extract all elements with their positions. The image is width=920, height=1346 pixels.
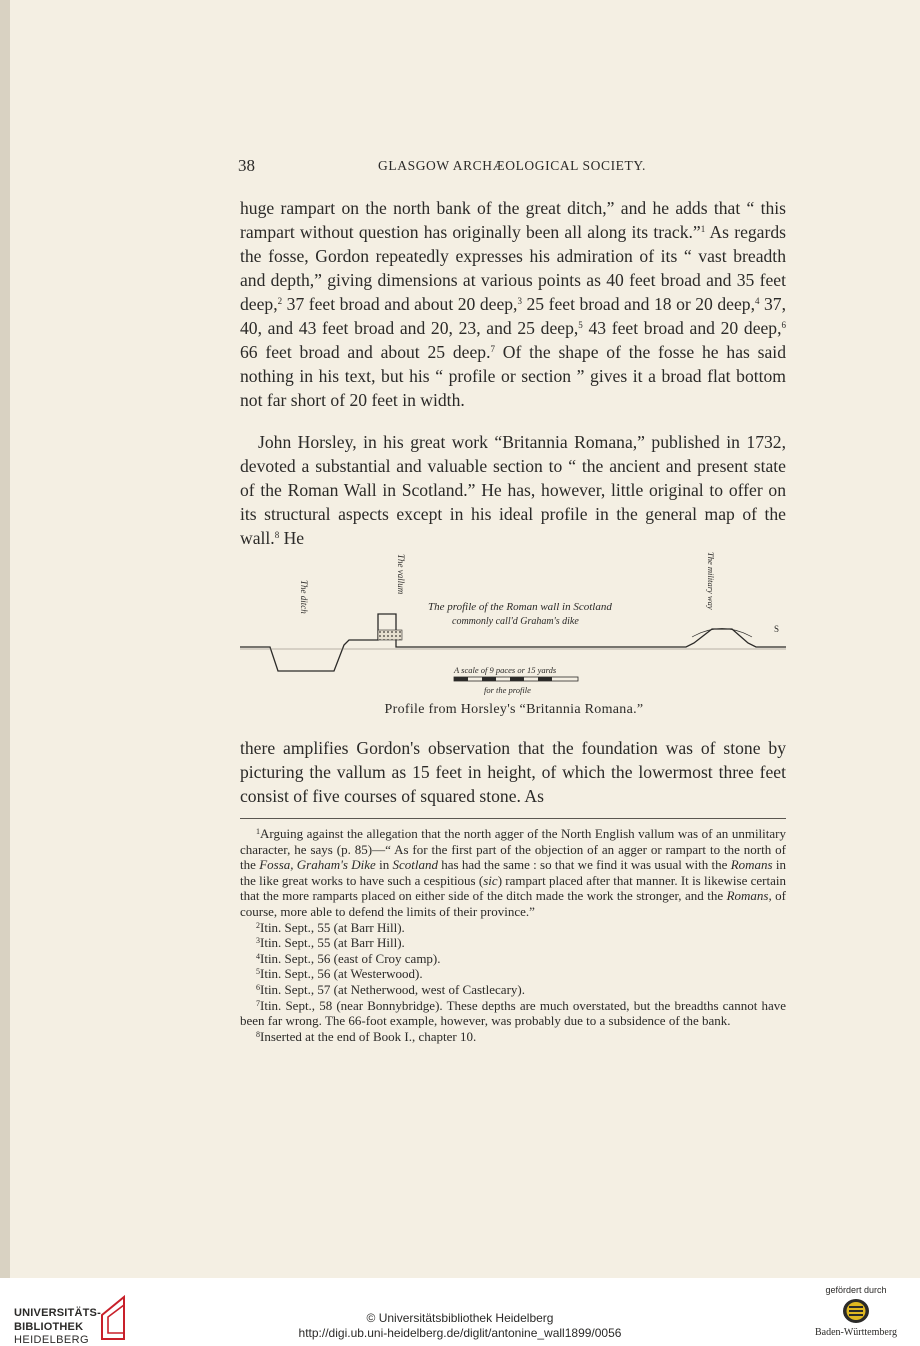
footnote-ref-2[interactable]: 2 bbox=[277, 296, 283, 306]
copyright-notice: © Universitätsbibliothek Heidelberg bbox=[366, 1311, 554, 1325]
footnote-3: $^3$Itin. Sept., 55 (at Barr Hill). bbox=[256, 935, 405, 951]
figure-caption: Profile from Horsley's “Britannia Romana.” bbox=[384, 702, 644, 717]
footnote-8: $^8$Inserted at the end of Book I., chapter 10. bbox=[256, 1028, 477, 1044]
digitization-footer bbox=[0, 1278, 920, 1346]
footnotes bbox=[240, 826, 786, 1044]
funding-label: gefördert durch bbox=[825, 1285, 887, 1295]
body-paragraph-1: huge rampart on the north bank of the great ditch,” and he adds that “ this rampart without question has originally been all along its track.”$^1$ As regards the fosse, Gordon repeatedly expresses his admiration of its “ vast breadth and depth,” giving dimensions at various points as 40 feet broad and 35 feet deep,$^2$ 37 feet broad and about 20 deep,$^3$ 25 feet broad and 18 or 20 deep,$^4$ 37, 40, and 43 feet broad and 20, 23, and 25 deep,$^5$ 43 feet broad and 20 deep,$^6$ 66 feet broad and about 25 deep.$^7$ Of the shape of the fosse he has said nothing in his text, but his “ profile or section ” gives it a broad flat bottom not far short of 20 feet in width. bbox=[240, 198, 787, 410]
profile-drawing bbox=[238, 550, 790, 700]
scale-label: A scale of 9 paces or 15 yards bbox=[454, 665, 557, 675]
footnote-ref-8[interactable]: 8 bbox=[274, 530, 280, 540]
library-name-line-2: BIBLIOTHEK bbox=[14, 1321, 84, 1333]
page-number: 38 bbox=[238, 156, 255, 175]
profile-title-line-2: commonly call'd Graham's dike bbox=[452, 616, 579, 627]
scale-bar bbox=[454, 677, 578, 681]
body-paragraph-2: John Horsley, in his great work “Britannia Romana,” published in 1732, devoted a substantial and valuable section to “ the ancient and present state of the Roman Wall in Scotland.” He has, however, little original to offer on its structural aspects except in his ideal profile in the general map of the wall.$^8$ He bbox=[240, 432, 786, 548]
library-name-line-1: UNIVERSITÄTS- bbox=[14, 1307, 101, 1319]
scan-edge bbox=[0, 0, 10, 1278]
footnote-ref-6[interactable]: 6 bbox=[781, 320, 787, 330]
label-s: S bbox=[774, 624, 780, 634]
vallum-stone-base bbox=[378, 630, 402, 640]
footnote-ref-3[interactable]: 3 bbox=[517, 296, 522, 306]
footnote-6: $^6$Itin. Sept., 57 (at Netherwood, west of Castlecary). bbox=[256, 981, 525, 997]
funding-state-name: Baden-Württemberg bbox=[814, 1327, 897, 1338]
footnote-5: $^5$Itin. Sept., 56 (at Westerwood). bbox=[256, 966, 423, 982]
label-the-ditch: The ditch bbox=[299, 580, 309, 614]
footnote-ref-1[interactable]: 1 bbox=[700, 224, 706, 234]
footnote-4: $^4$Itin. Sept., 56 (east of Croy camp). bbox=[256, 950, 441, 966]
body-paragraph-3: there amplifies Gordon's observation that the foundation was of stone by picturing the vallum as 15 feet in height, of which the lowermost three feet consist of five courses of squared stone. As bbox=[240, 738, 786, 806]
funding-credit bbox=[808, 1285, 904, 1341]
running-head bbox=[238, 156, 786, 180]
footnote-ref-5[interactable]: 5 bbox=[578, 320, 583, 330]
page-header: GLASGOW ARCHÆOLOGICAL SOCIETY. bbox=[378, 158, 646, 173]
label-the-military-way: The military way bbox=[706, 552, 716, 610]
footnote-rule bbox=[240, 818, 786, 819]
footnote-ref-7[interactable]: 7 bbox=[490, 344, 495, 354]
label-the-vallum: The vallum bbox=[396, 554, 406, 595]
footnote-2: $^2$Itin. Sept., 55 (at Barr Hill). bbox=[256, 919, 405, 935]
permalink-url[interactable]: http://digi.ub.uni-heidelberg.de/diglit/antonine_wall1899/0056 bbox=[298, 1326, 622, 1340]
horsley-profile-figure bbox=[238, 550, 790, 720]
military-way-mound bbox=[692, 629, 752, 638]
footnote-1: $^1$Arguing against the allegation that the north agger of the North English vallum was of an unmilitary character, he says (p. 85)—“ As for the first part of the objection of an agger or rampart to the north of the Fossa, Graham's Dike in Scotland has had the same : so that we find it was usual with the Romans in the like great works to have such a cespitious (sic) rampart placed after that manner. It is likewise certain that the more ramparts placed on either side of the ditch made the work the stronger, and the Romans, of course, more able to defend the limits of their province.” bbox=[240, 826, 786, 919]
profile-title-line-1: The profile of the Roman wall in Scotland bbox=[428, 601, 612, 613]
footnote-7: $^7$Itin. Sept., 58 (near Bonnybridge). These depths are much overstated, but the breadths cannot have been far wrong. The 66-foot example, however, was probably due to a subsidence of the bank. bbox=[240, 997, 786, 1029]
coat-of-arms-icon bbox=[842, 1298, 870, 1324]
scale-label-sub: for the profile bbox=[484, 685, 531, 695]
library-name-line-3: HEIDELBERG bbox=[14, 1334, 89, 1346]
footnote-ref-4[interactable]: 4 bbox=[754, 296, 760, 306]
